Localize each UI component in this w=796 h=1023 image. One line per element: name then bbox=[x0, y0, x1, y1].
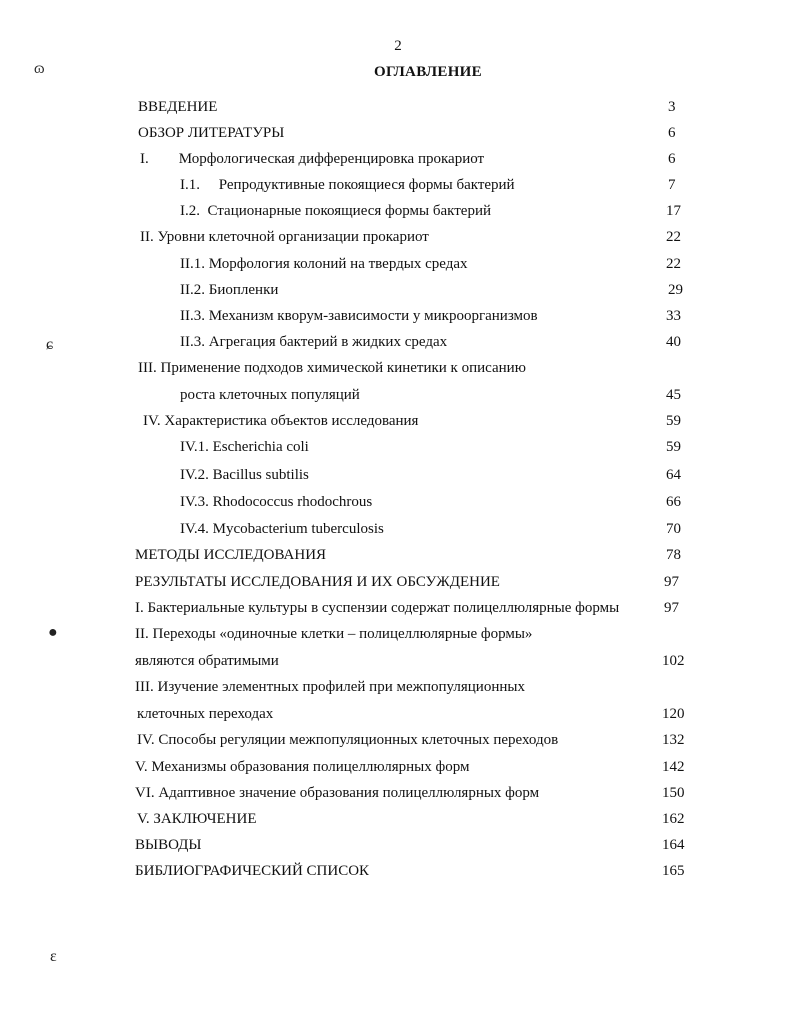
toc-page-number: 97 bbox=[664, 600, 679, 616]
margin-mark-icon: ɕ bbox=[46, 336, 54, 353]
page-number: 2 bbox=[394, 38, 402, 54]
toc-page-number: 97 bbox=[664, 574, 679, 590]
toc-row bbox=[0, 834, 796, 856]
toc-label: II.1. Морфология колоний на твердых средах bbox=[180, 256, 468, 272]
margin-mark-icon: ɛ bbox=[50, 948, 57, 965]
toc-row bbox=[0, 357, 796, 379]
toc-label: III. Изучение элементных профилей при межпопуляционных bbox=[135, 679, 525, 695]
toc-label: IV.4. Mycobacterium tuberculosis bbox=[180, 521, 384, 537]
toc-row bbox=[0, 436, 796, 458]
toc-page-number: 45 bbox=[666, 387, 681, 403]
toc-label: VI. Адаптивное значение образования полицеллюлярных форм bbox=[135, 785, 540, 801]
toc-label: IV.1. Escherichia coli bbox=[180, 439, 309, 455]
toc-page-number: 59 bbox=[666, 413, 681, 429]
toc-page-number: 165 bbox=[662, 863, 685, 879]
toc-label: клеточных переходах bbox=[137, 706, 274, 722]
toc-row bbox=[0, 305, 796, 327]
toc-label: V. ЗАКЛЮЧЕНИЕ bbox=[137, 811, 257, 827]
toc-row bbox=[0, 122, 796, 144]
toc-label: II. Переходы «одиночные клетки – полицеллюлярные формы» bbox=[135, 626, 533, 642]
toc-row bbox=[0, 544, 796, 566]
toc-page-number: 70 bbox=[666, 521, 681, 537]
toc-page-number: 40 bbox=[666, 334, 681, 350]
toc-row bbox=[0, 518, 796, 540]
toc-label: ВВЕДЕНИЕ bbox=[138, 99, 218, 115]
toc-row bbox=[0, 226, 796, 248]
toc-page-number: 6 bbox=[668, 125, 676, 141]
toc-page-number: 162 bbox=[662, 811, 685, 827]
toc-page-number: 3 bbox=[668, 99, 676, 115]
toc-label: I.1. Репродуктивные покоящиеся формы бактерий bbox=[180, 177, 515, 193]
toc-page-number: 29 bbox=[668, 282, 683, 298]
toc-row bbox=[0, 279, 796, 301]
toc-label: II. Уровни клеточной организации прокариот bbox=[140, 229, 429, 245]
toc-label: ВЫВОДЫ bbox=[135, 837, 202, 853]
toc-row bbox=[0, 200, 796, 222]
toc-page-number: 59 bbox=[666, 439, 681, 455]
toc-row bbox=[0, 808, 796, 830]
toc-row bbox=[0, 464, 796, 486]
toc-row bbox=[0, 491, 796, 513]
toc-row bbox=[0, 597, 796, 619]
margin-mark-icon: ● bbox=[48, 624, 58, 641]
toc-page-number: 7 bbox=[668, 177, 676, 193]
toc-page-number: 17 bbox=[666, 203, 681, 219]
toc-page-number: 142 bbox=[662, 759, 685, 775]
toc-page-number: 6 bbox=[668, 151, 676, 167]
toc-page-number: 120 bbox=[662, 706, 685, 722]
toc-label: I. Морфологическая дифференцировка прокариот bbox=[140, 151, 485, 167]
toc-label: I. Бактериальные культуры в суспензии содержат полицеллюлярные формы bbox=[135, 600, 620, 616]
toc-label: IV.2. Bacillus subtilis bbox=[180, 467, 309, 483]
toc-label: IV. Способы регуляции межпопуляционных клеточных переходов bbox=[137, 732, 559, 748]
toc-row bbox=[0, 676, 796, 698]
toc-row bbox=[0, 410, 796, 432]
toc-row bbox=[0, 650, 796, 672]
toc-page-number: 64 bbox=[666, 467, 681, 483]
toc-row bbox=[0, 331, 796, 353]
toc-row bbox=[0, 384, 796, 406]
toc-label: V. Механизмы образования полицеллюлярных форм bbox=[135, 759, 470, 775]
toc-row bbox=[0, 729, 796, 751]
margin-mark-icon: ɷ bbox=[34, 60, 45, 77]
toc-label: ОБЗОР ЛИТЕРАТУРЫ bbox=[138, 125, 285, 141]
toc-row bbox=[0, 148, 796, 170]
toc-page-number: 78 bbox=[666, 547, 681, 563]
toc-label: роста клеточных популяций bbox=[180, 387, 360, 403]
toc-row bbox=[0, 253, 796, 275]
toc-row bbox=[0, 756, 796, 778]
toc-label: являются обратимыми bbox=[135, 653, 279, 669]
toc-row bbox=[0, 860, 796, 882]
toc-page-number: 66 bbox=[666, 494, 681, 510]
toc-page-number: 102 bbox=[662, 653, 685, 669]
toc-row bbox=[0, 782, 796, 804]
toc-label: II.3. Механизм кворум-зависимости у микроорганизмов bbox=[180, 308, 538, 324]
toc-label: III. Применение подходов химической кинетики к описанию bbox=[138, 360, 526, 376]
toc-row bbox=[0, 174, 796, 196]
toc-page-number: 164 bbox=[662, 837, 685, 853]
toc-page-number: 132 bbox=[662, 732, 685, 748]
toc-page-number: 22 bbox=[666, 256, 681, 272]
toc-page-number: 33 bbox=[666, 308, 681, 324]
toc-label: II.2. Биопленки bbox=[180, 282, 279, 298]
toc-page-number: 22 bbox=[666, 229, 681, 245]
toc-label: II.3. Агрегация бактерий в жидких средах bbox=[180, 334, 448, 350]
toc-row bbox=[0, 703, 796, 725]
toc-row bbox=[0, 96, 796, 118]
toc-row bbox=[0, 623, 796, 645]
toc-label: IV. Характеристика объектов исследования bbox=[143, 413, 419, 429]
toc-label: БИБЛИОГРАФИЧЕСКИЙ СПИСОК bbox=[135, 863, 370, 879]
toc-page-number: 150 bbox=[662, 785, 685, 801]
toc-label: IV.3. Rhodococcus rhodochrous bbox=[180, 494, 373, 510]
toc-label: РЕЗУЛЬТАТЫ ИССЛЕДОВАНИЯ И ИХ ОБСУЖДЕНИЕ bbox=[135, 574, 500, 590]
page-title: ОГЛАВЛЕНИЕ bbox=[374, 64, 482, 80]
toc-label: I.2. Стационарные покоящиеся формы бактерий bbox=[180, 203, 491, 219]
toc-label: МЕТОДЫ ИССЛЕДОВАНИЯ bbox=[135, 547, 327, 563]
toc-row bbox=[0, 571, 796, 593]
